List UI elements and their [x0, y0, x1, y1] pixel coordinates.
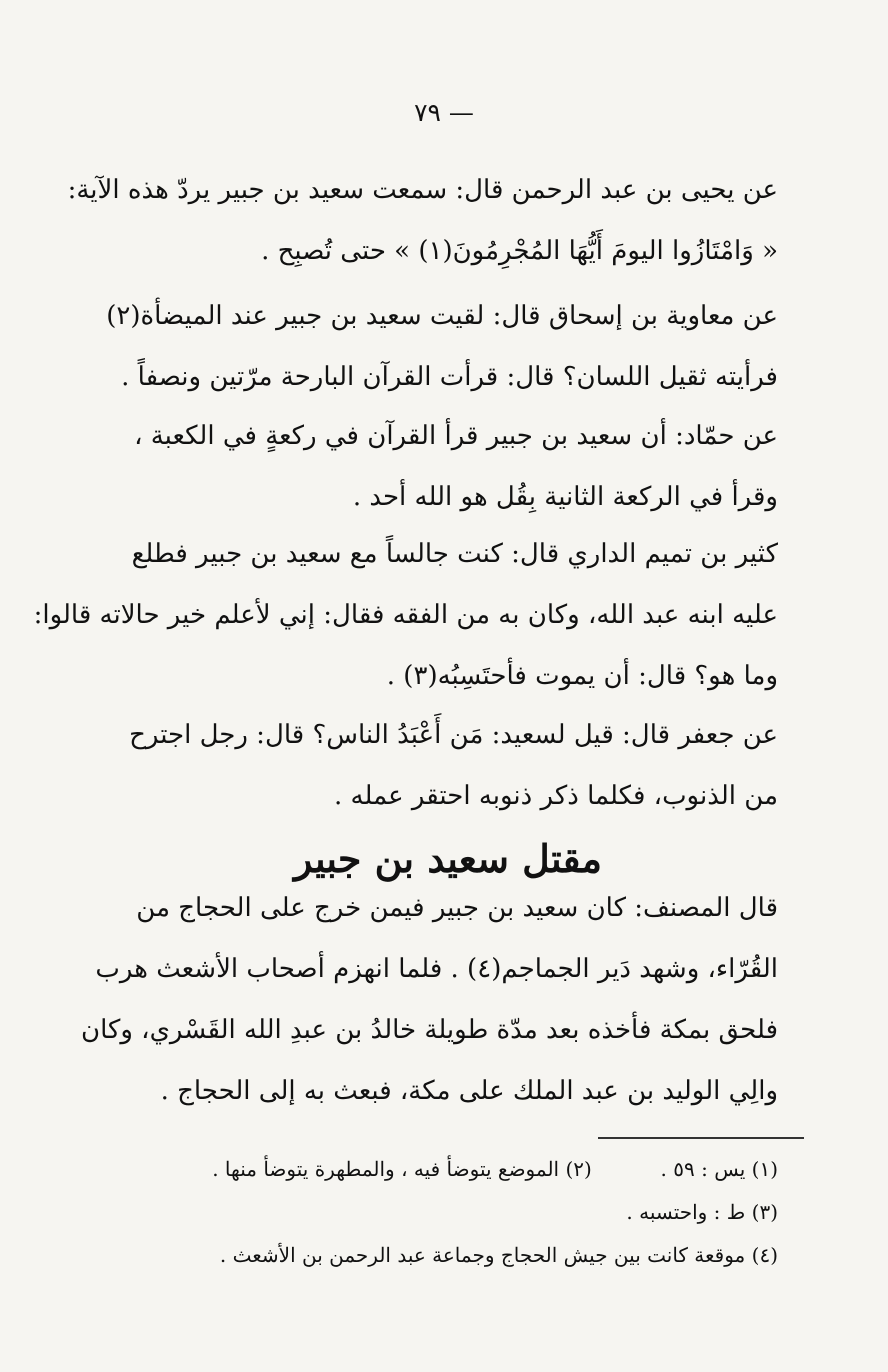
- footnotes: [118, 1148, 778, 1277]
- paragraph-line: عليه ابنه عبد الله، وكان به من الفقه فقال: إني لأعلم خير حالاته قالوا:: [33, 600, 778, 630]
- paragraph-line: عن يحيى بن عبد الرحمن قال: سمعت سعيد بن جبير يردّ هذه الآية:: [67, 175, 778, 205]
- footnote-row: [118, 1148, 778, 1191]
- paragraph-muawiya: [106, 286, 778, 408]
- footnote-4: (٤) موقعة كانت بين جيش الحجاج وجماعة عبد الرحمن بن الأشعث .: [219, 1243, 778, 1267]
- paragraph-line: كثير بن تميم الداري قال: كنت جالساً مع سعيد بن جبير فطلع: [131, 539, 778, 569]
- section-paragraph: [80, 878, 778, 1122]
- footnote-1: (١) يس : ٥٩ .: [660, 1157, 778, 1181]
- paragraph-line: من الذنوب، فكلما ذكر ذنوبه احتقر عمله .: [334, 781, 778, 811]
- paragraph-line: عن معاوية بن إسحاق قال: لقيت سعيد بن جبير عند الميضأة(٢): [106, 301, 778, 331]
- footnote-divider: [598, 1137, 804, 1139]
- paragraph-line: وقرأ في الركعة الثانية بِقُل هو الله أحد .: [352, 482, 778, 512]
- paragraph-line: عن حمّاد: أن سعيد بن جبير قرأ القرآن في ركعةٍ في الكعبة ،: [134, 421, 778, 451]
- paragraph-yahya: [67, 160, 778, 282]
- page-number: — ٧٩: [414, 98, 474, 127]
- paragraph-line: فلحق بمكة فأخذه بعد مدّة طويلة خالدُ بن عبدِ الله القَسْري، وكان: [80, 1015, 778, 1045]
- paragraph-line: القُرّاء، وشهد دَير الجماجم(٤) . فلما انهزم أصحاب الأشعث هرب: [95, 954, 778, 984]
- section-title: مقتل سعيد بن جبير: [294, 836, 602, 881]
- paragraph-line: قال المصنف: كان سعيد بن جبير فيمن خرج على الحجاج من: [136, 893, 778, 923]
- paragraph-line: والِي الوليد بن عبد الملك على مكة، فبعث به إلى الحجاج .: [160, 1076, 778, 1106]
- paragraph-line: وما هو؟ قال: أن يموت فأحتَسِبُه(٣) .: [386, 661, 778, 691]
- paragraph-kathir: [33, 524, 778, 707]
- paragraph-line: فرأيته ثقيل اللسان؟ قال: قرأت القرآن البارحة مرّتين ونصفاً .: [121, 362, 778, 392]
- footnote-3: (٣) ط : واحتسبه .: [626, 1200, 778, 1224]
- footnote-2: (٢) الموضع يتوضأ فيه ، والمطهرة يتوضأ منها .: [212, 1157, 592, 1181]
- paragraph-line: « وَامْتَازُوا اليومَ أَيُّهَا المُجْرِمُونَ(١) » حتى تُصبِح .: [261, 236, 778, 266]
- paragraph-jafar: [118, 705, 778, 827]
- paragraph-line: عن جعفر قال: قيل لسعيد: مَن أَعْبَدُ الناس؟ قال: رجل اجترح: [129, 720, 778, 750]
- paragraph-hammad: [118, 406, 778, 528]
